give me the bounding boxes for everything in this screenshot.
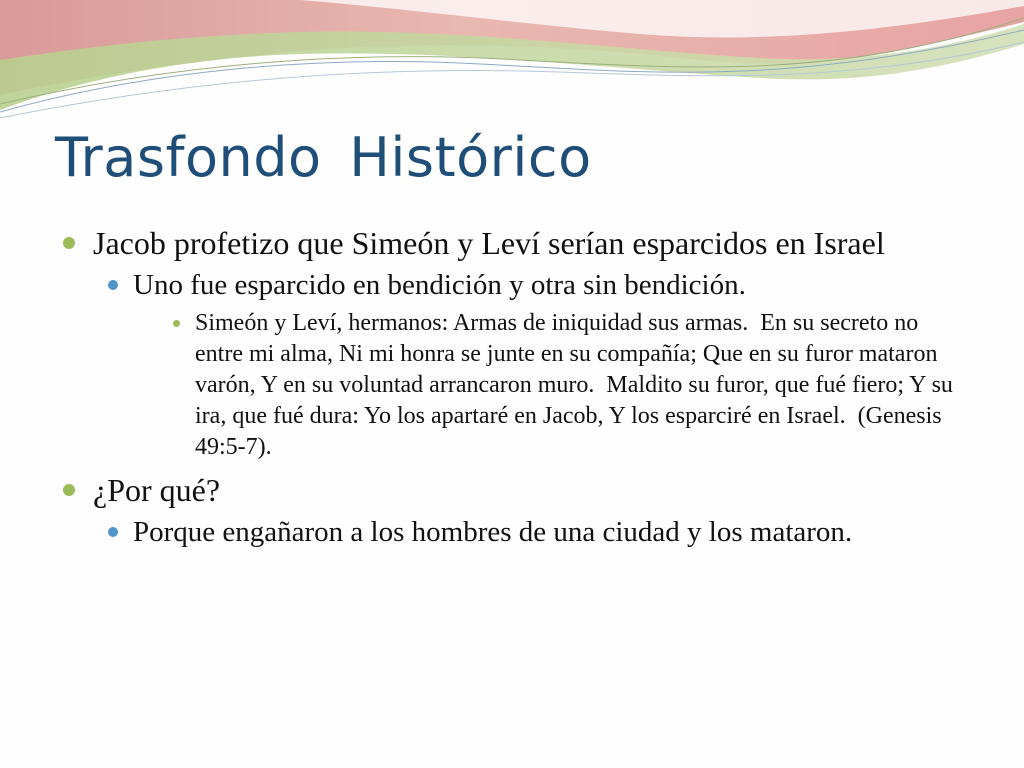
bullet-dot-icon [108,280,118,290]
bullet-dot-icon [108,527,118,537]
bullet-text: Porque engañaron a los hombres de una ciudad y los mataron. [133,516,853,548]
bullet-dot-icon [63,484,75,496]
slide-title: Trasfondo Histórico [55,126,592,189]
bullet-list [60,222,970,550]
bullet-text: Jacob profetizo que Simeón y Leví serían esparcidos en Israel [93,225,885,261]
bullet-dot-icon [63,237,75,249]
bullet-level2-porque [60,514,970,550]
bullet-dot-icon [173,320,180,327]
bullet-text: ¿Por qué? [93,472,221,508]
bullet-level1-jacob [60,224,970,262]
bullet-level1-por-que [60,471,970,509]
bullet-level2-esparcido [60,267,970,303]
bullet-level3-genesis-quote [60,308,970,463]
bullet-text: Simeón y Leví, hermanos: Armas de iniquidad sus armas. En su secreto no entre mi alma, Ni mi honra se junte en su compañía; Que en su furor mataron varón, Y en su voluntad arrancaron muro. Maldito su furor, que fué fiero; Y su ira, que fué dura: Yo los apartaré en Jacob, Y los esparciré en Israel. (Genesis 49:5-7). [195,310,959,460]
bullet-text: Uno fue esparcido en bendición y otra sin bendición. [133,269,746,301]
decorative-wave-header [0,0,1024,130]
